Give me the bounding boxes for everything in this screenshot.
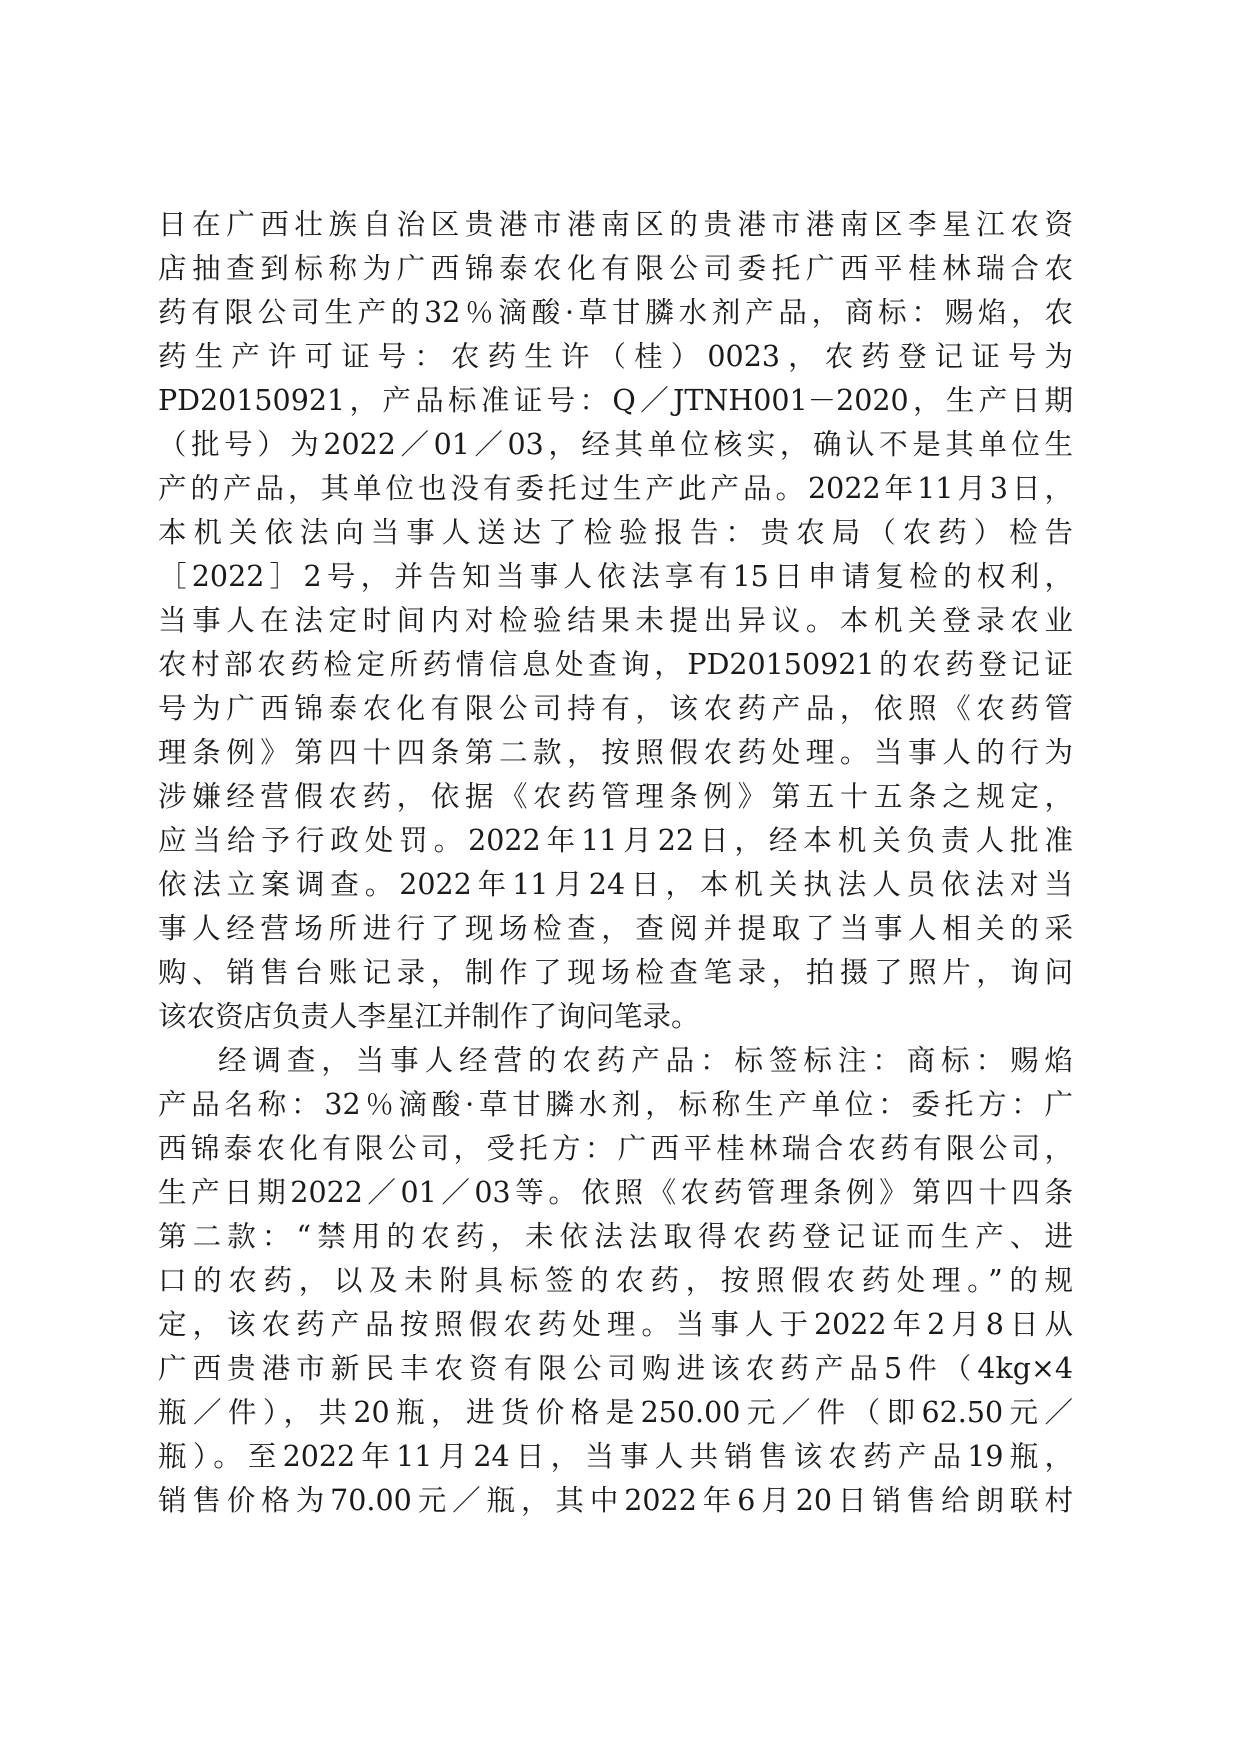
document-body	[158, 203, 1073, 1523]
text-line: 日在广西壮族自治区贵港市港南区的贵港市港南区李星江农资	[158, 208, 1073, 241]
text-line: 西锦泰农化有限公司，受托方：广西平桂林瑞合农药有限公司，	[158, 1132, 1073, 1165]
text-line: 号为广西锦泰农化有限公司持有，该农药产品，依照《农药管	[158, 692, 1073, 725]
text-line: 药生产许可证号：农药生许（桂）0023，农药登记证号为	[158, 340, 1073, 373]
text-line: 瓶／件），共20瓶，进货价格是250.00元／件（即62.50元／	[158, 1396, 1073, 1429]
text-line: 产品名称：32％滴酸·草甘膦水剂，标称生产单位：委托方：广	[158, 1088, 1073, 1121]
text-line: ［2022］2号，并告知当事人依法享有15日申请复检的权利，	[158, 560, 1073, 593]
text-line: （批号）为2022／01／03，经其单位核实，确认不是其单位生	[158, 428, 1073, 461]
text-line: 店抽查到标称为广西锦泰农化有限公司委托广西平桂林瑞合农	[158, 252, 1073, 285]
text-line: 该农资店负责人李星江并制作了询问笔录。	[158, 1000, 700, 1033]
text-line: 第二款：“禁用的农药，未依法法取得农药登记证而生产、进	[158, 1220, 1073, 1253]
text-line: 购、销售台账记录，制作了现场检查笔录，拍摄了照片，询问	[158, 956, 1073, 989]
text-line: 口的农药，以及未附具标签的农药，按照假农药处理。”的规	[158, 1264, 1073, 1297]
text-line: 广西贵港市新民丰农资有限公司购进该农药产品5件（4kg×4	[158, 1352, 1073, 1385]
paragraph-case-background	[158, 203, 1073, 1039]
text-line: 依法立案调查。2022年11月24日，本机关执法人员依法对当	[158, 868, 1073, 901]
text-line: 药有限公司生产的32％滴酸·草甘膦水剂产品，商标：赐焰，农	[158, 296, 1073, 329]
text-line: 销售价格为70.00元／瓶，其中2022年6月20日销售给朗联村	[158, 1484, 1073, 1517]
text-line: 定，该农药产品按照假农药处理。当事人于2022年2月8日从	[158, 1308, 1073, 1341]
text-line: PD20150921，产品标准证号：Q／JTNH001－2020，生产日期	[158, 384, 1073, 417]
text-line: 应当给予行政处罚。2022年11月22日，经本机关负责人批准	[158, 824, 1073, 857]
text-line: 本机关依法向当事人送达了检验报告：贵农局（农药）检告	[158, 516, 1073, 549]
text-line: 生产日期2022／01／03等。依照《农药管理条例》第四十四条	[158, 1176, 1073, 1209]
text-line: 经调查，当事人经营的农药产品：标签标注：商标：赐焰	[218, 1044, 1073, 1077]
text-line: 产的产品，其单位也没有委托过生产此产品。2022年11月3日，	[158, 472, 1073, 505]
paragraph-investigation-findings	[158, 1039, 1073, 1523]
text-line: 农村部农药检定所药情信息处查询，PD20150921的农药登记证	[158, 648, 1073, 681]
text-line: 涉嫌经营假农药，依据《农药管理条例》第五十五条之规定，	[158, 780, 1073, 813]
text-line: 理条例》第四十四条第二款，按照假农药处理。当事人的行为	[158, 736, 1073, 769]
text-line: 事人经营场所进行了现场检查，查阅并提取了当事人相关的采	[158, 912, 1073, 945]
text-line: 瓶）。至2022年11月24日，当事人共销售该农药产品19瓶，	[158, 1440, 1073, 1473]
text-line: 当事人在法定时间内对检验结果未提出异议。本机关登录农业	[158, 604, 1073, 637]
